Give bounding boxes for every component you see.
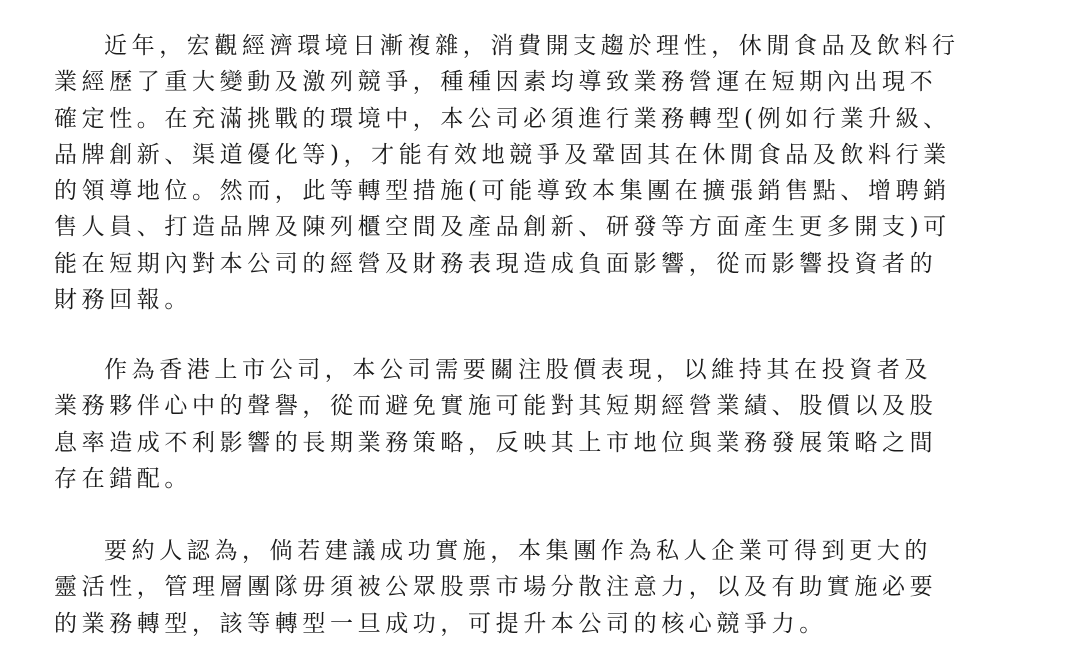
paragraph-line: 作為香港上市公司，本公司需要關注股價表現，以維持其在投資者及 [104,357,932,383]
paragraph-line: 存在錯配。 [54,465,192,492]
paragraph-listed-company [54,352,937,497]
paragraph-line: 能在短期內對本公司的經營及財務表現造成負面影響，從而影響投資者的 [54,250,938,277]
paragraph-line: 業務夥伴心中的聲譽，從而避免實施可能對其短期經營業績、股價以及股 [54,393,938,420]
paragraph-line: 售人員、打造品牌及陳列櫃空間及產品創新、研發等方面產生更多開支)可 [54,214,951,241]
paragraph-line: 息率造成不利影響的長期業務策略，反映其上市地位與業務發展策略之間 [54,429,938,456]
paragraph-line: 確定性。在充滿挑戰的環境中，本公司必須進行業務轉型(例如行業升級、 [54,105,951,132]
paragraph-line: 的業務轉型，該等轉型一旦成功，可提升本公司的核心競爭力。 [54,610,827,637]
paragraph-offeror-view [54,533,937,642]
paragraph-line: 的領導地位。然而，此等轉型措施(可能導致本集團在擴張銷售點、增聘銷 [54,178,951,205]
paragraph-line: 靈活性，管理層團隊毋須被公眾股票市場分散注意力，以及有助實施必要 [54,574,938,601]
paragraph-line: 近年，宏觀經濟環境日漸複雜，消費開支趨於理性，休閒食品及飲料行 [104,33,960,59]
paragraph-line: 財務回報。 [54,287,192,314]
paragraph-business-transformation [54,28,960,318]
paragraph-line: 要約人認為，倘若建議成功實施，本集團作為私人企業可得到更大的 [104,538,932,564]
paragraph-line: 品牌創新、渠道優化等)，才能有效地競爭及鞏固其在休閒食品及飲料行業 [54,141,951,168]
paragraph-line: 業經歷了重大變動及激列競爭，種種因素均導致業務營運在短期內出現不 [54,69,938,96]
